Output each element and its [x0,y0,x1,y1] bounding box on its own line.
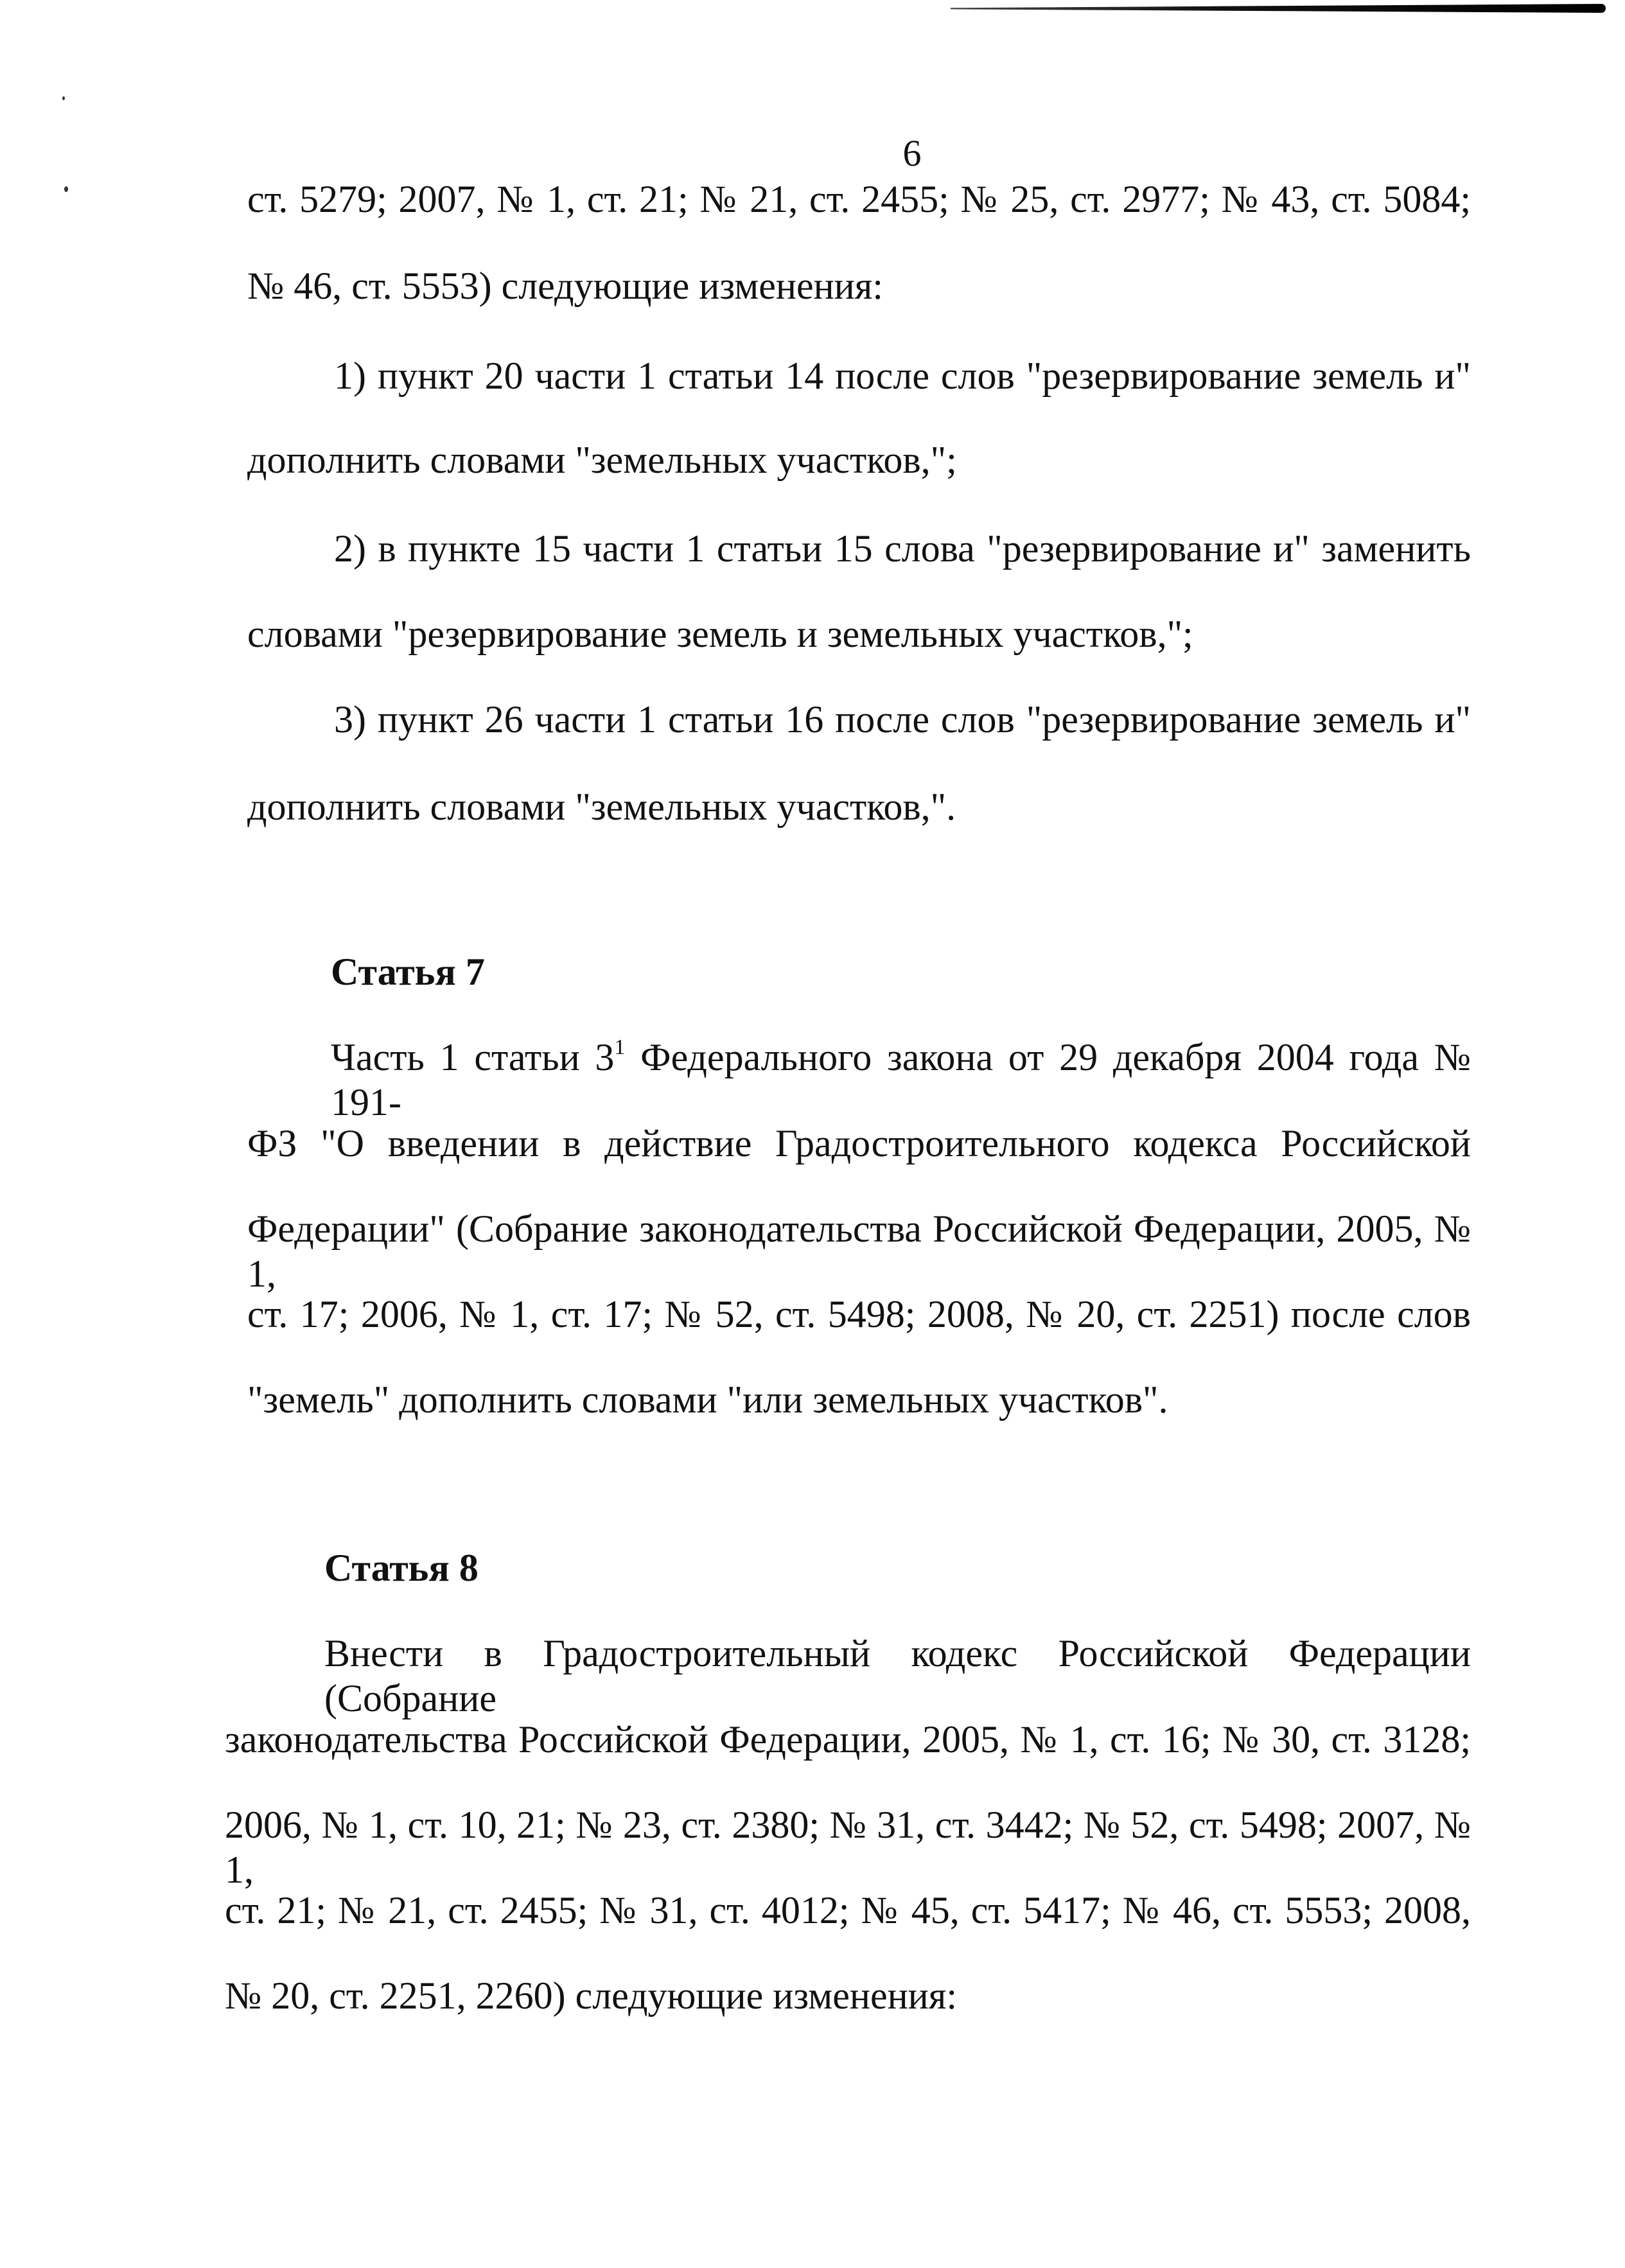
article-8-heading: Статья 8 [324,1547,479,1589]
text-line: 2006, № 1, ст. 10, 21; № 23, ст. 2380; № 31, ст. 3442; № 52, ст. 5498; 2007, № 1, [225,1804,1471,1891]
scan-edge-artifact [951,4,1606,13]
scan-speck [62,96,65,100]
list-item-1: 1) пункт 20 части 1 статьи 14 после слов "резервирование земель и" [334,355,1471,397]
text-line: Федерации" (Собрание законодательства Российской Федерации, 2005, № 1, [247,1208,1471,1295]
text-line: законодательства Российской Федерации, 2005, № 1, ст. 16; № 30, ст. 3128; [225,1718,1471,1761]
text-line: дополнить словами "земельных участков,"; [247,439,957,481]
text-line: ст. 17; 2006, № 1, ст. 17; № 52, ст. 5498; 2008, № 20, ст. 2251) после слов [247,1293,1471,1335]
text-line: № 20, ст. 2251, 2260) следующие изменения: [225,1974,958,2017]
article-7-heading: Статья 7 [331,951,485,993]
text-run: Часть 1 статьи 3 [331,1036,615,1078]
text-line: дополнить словами "земельных участков,". [247,786,956,828]
list-item-2: 2) в пункте 15 части 1 статьи 15 слова "резервирование и" заменить [334,527,1471,570]
text-line: ФЗ "О введении в действие Градостроительного кодекса Российской [247,1122,1471,1165]
article-7-paragraph-start [331,1035,1471,1125]
text-line: "земель" дополнить словами "или земельных участков". [247,1378,1168,1421]
list-item-3: 3) пункт 26 части 1 статьи 16 после слов "резервирование земель и" [334,698,1471,741]
page-number: 6 [902,132,922,174]
article-8-paragraph-start: Внести в Градостроительный кодекс Российской Федерации (Собрание [324,1632,1471,1719]
text-line: ст. 21; № 21, ст. 2455; № 31, ст. 4012; № 45, ст. 5417; № 46, ст. 5553; 2008, [225,1889,1471,1931]
scan-speck [64,186,68,192]
text-line: ст. 5279; 2007, № 1, ст. 21; № 21, ст. 2455; № 25, ст. 2977; № 43, ст. 5084; [247,178,1471,220]
text-line: № 46, ст. 5553) следующие изменения: [247,265,884,307]
text-line: словами "резервирование земель и земельных участков,"; [247,613,1193,655]
superscript: 1 [614,1035,626,1059]
text-run: Федерального закона от 29 декабря 2004 года № 191- [331,1036,1471,1123]
